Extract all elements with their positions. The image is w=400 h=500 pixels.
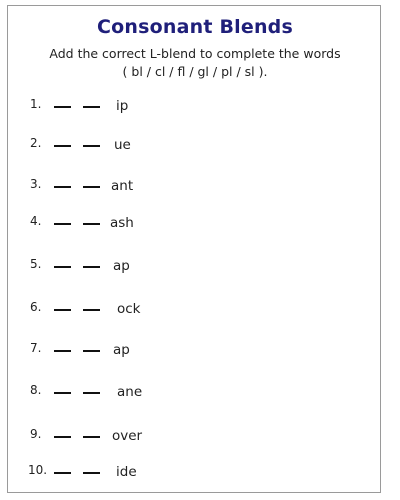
- word-item-5: [30, 257, 330, 277]
- item-number: 3.: [30, 177, 42, 191]
- item-number: 4.: [30, 214, 42, 228]
- word-item-10: [30, 463, 330, 483]
- instructions-line-2: ( bl / cl / fl / gl / pl / sl ).: [122, 64, 268, 79]
- blank-line: [54, 436, 71, 438]
- item-number: 10.: [28, 463, 48, 477]
- word-ending: ap: [113, 342, 130, 358]
- blank-line: [83, 350, 100, 352]
- word-item-8: [30, 383, 330, 403]
- blank-line: [54, 266, 71, 268]
- word-ending: ant: [111, 178, 134, 194]
- blank-line: [83, 145, 100, 147]
- word-ending: ap: [113, 258, 130, 274]
- blank-line: [83, 392, 100, 394]
- word-item-7: [30, 341, 330, 361]
- blank-line: [54, 223, 71, 225]
- worksheet: [7, 5, 381, 493]
- word-ending: over: [112, 428, 143, 444]
- item-number: 5.: [30, 257, 42, 271]
- word-item-1: [30, 97, 330, 117]
- blank-line: [83, 223, 100, 225]
- blank-line: [83, 106, 100, 108]
- word-ending: ide: [116, 464, 137, 480]
- word-ending: ock: [117, 301, 141, 317]
- word-item-6: [30, 300, 330, 320]
- blank-line: [83, 472, 100, 474]
- item-number: 2.: [30, 136, 42, 150]
- blank-line: [83, 266, 100, 268]
- word-ending: ane: [117, 384, 143, 400]
- word-item-3: [30, 177, 330, 197]
- blank-line: [83, 309, 100, 311]
- item-number: 6.: [30, 300, 42, 314]
- blank-line: [83, 436, 100, 438]
- blank-line: [54, 145, 71, 147]
- word-item-2: [30, 136, 330, 156]
- blank-line: [54, 350, 71, 352]
- item-number: 1.: [30, 97, 42, 111]
- blank-line: [54, 392, 71, 394]
- blank-line: [54, 309, 71, 311]
- blank-line: [83, 186, 100, 188]
- blank-line: [54, 472, 71, 474]
- instructions-line-1: Add the correct L-blend to complete the words: [49, 46, 341, 61]
- word-ending: ip: [116, 98, 129, 114]
- worksheet-title: Consonant Blends: [97, 16, 293, 38]
- blank-line: [54, 186, 71, 188]
- word-ending: ash: [110, 215, 134, 231]
- word-ending: ue: [114, 137, 131, 153]
- item-number: 9.: [30, 427, 42, 441]
- blank-line: [54, 106, 71, 108]
- word-item-9: [30, 427, 330, 447]
- item-number: 7.: [30, 341, 42, 355]
- word-item-4: [30, 214, 330, 234]
- item-number: 8.: [30, 383, 42, 397]
